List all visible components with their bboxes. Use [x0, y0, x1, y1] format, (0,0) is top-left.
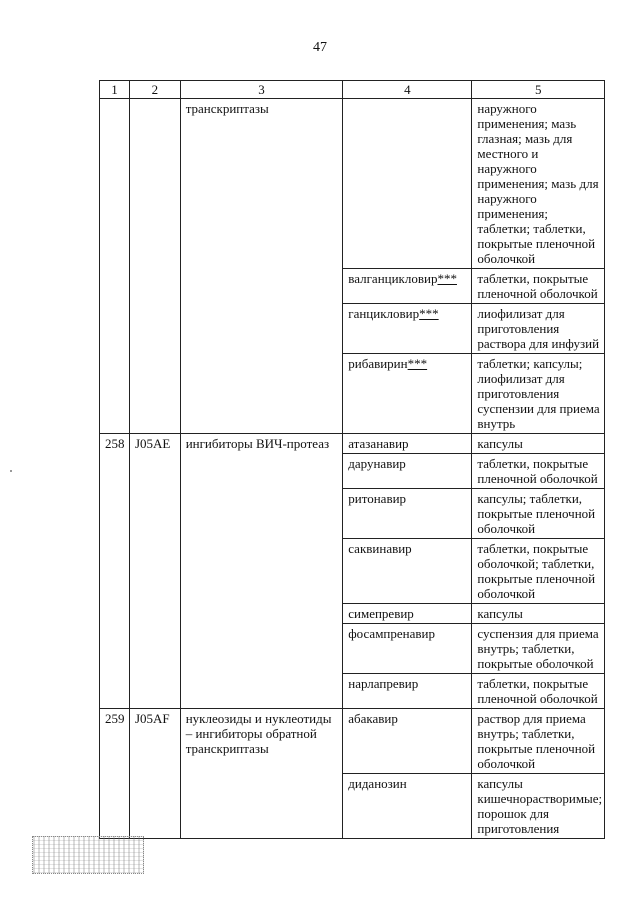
group-name: ингибиторы ВИЧ-протеаз [180, 434, 343, 709]
dosage-form: таблетки, покрытые оболочкой; таблетки, покрытые пленочной оболочкой [472, 539, 605, 604]
drug-name [343, 354, 472, 434]
dosage-form: таблетки; капсулы; лиофилизат для приготовления суспензии для приема внутрь [472, 354, 605, 434]
dosage-form: таблетки, покрытые пленочной оболочкой [472, 269, 605, 304]
drug-name: атазанавир [343, 434, 472, 454]
drug-table [99, 80, 605, 839]
drug-name [343, 99, 472, 269]
drug-name: фосампренавир [343, 624, 472, 674]
dosage-form: лиофилизат для приготовления раствора для инфузий [472, 304, 605, 354]
page-number: 47 [313, 40, 327, 55]
header-row [100, 81, 605, 99]
drug-name: нарлапревир [343, 674, 472, 709]
row-number: 258 [100, 434, 130, 709]
drug-mark: *** [437, 271, 457, 286]
dosage-form: раствор для приема внутрь; таблетки, покрытые пленочной оболочкой [472, 709, 605, 774]
drug-name: ритонавир [343, 489, 472, 539]
col-header-1: 1 [100, 81, 130, 99]
dosage-form: таблетки, покрытые пленочной оболочкой [472, 674, 605, 709]
drug-mark: *** [419, 306, 439, 321]
dosage-form: капсулы кишечнорастворимые; порошок для приготовления [472, 774, 605, 839]
col-header-5: 5 [472, 81, 605, 99]
scan-speck [10, 470, 12, 472]
col-header-2: 2 [129, 81, 180, 99]
atc-code: J05AF [129, 709, 180, 839]
drug-name: абакавир [343, 709, 472, 774]
drug-name-text: ганцикловир [348, 306, 420, 321]
dosage-form: капсулы [472, 434, 605, 454]
group-name: транскриптазы [180, 99, 343, 434]
drug-name-text: валганцикловир [348, 271, 438, 286]
group-name: нуклеозиды и нуклеотиды – ингибиторы обратной транскриптазы [180, 709, 343, 839]
table-row [100, 99, 605, 269]
drug-name: саквинавир [343, 539, 472, 604]
drug-name: диданозин [343, 774, 472, 839]
atc-code [129, 99, 180, 434]
col-header-3: 3 [180, 81, 343, 99]
dosage-form: капсулы; таблетки, покрытые пленочной оболочкой [472, 489, 605, 539]
drug-name: дарунавир [343, 454, 472, 489]
drug-mark: *** [407, 356, 428, 371]
drug-name [343, 269, 472, 304]
drug-name [343, 304, 472, 354]
dosage-form: капсулы [472, 604, 605, 624]
drug-name: симепревир [343, 604, 472, 624]
drug-name-text: рибавирин [348, 356, 408, 371]
dosage-form: наружного применения; мазь глазная; мазь для местного и наружного применения; мазь для наружного применения; таблетки; таблетки, покрытые пленочной оболочкой [472, 99, 605, 269]
row-number [100, 99, 130, 434]
table-row [100, 434, 605, 454]
stamp-mark [32, 836, 144, 874]
dosage-form: суспензия для приема внутрь; таблетки, покрытые оболочкой [472, 624, 605, 674]
row-number: 259 [100, 709, 130, 839]
dosage-form: таблетки, покрытые пленочной оболочкой [472, 454, 605, 489]
col-header-4: 4 [343, 81, 472, 99]
table-row [100, 709, 605, 774]
atc-code: J05AE [129, 434, 180, 709]
